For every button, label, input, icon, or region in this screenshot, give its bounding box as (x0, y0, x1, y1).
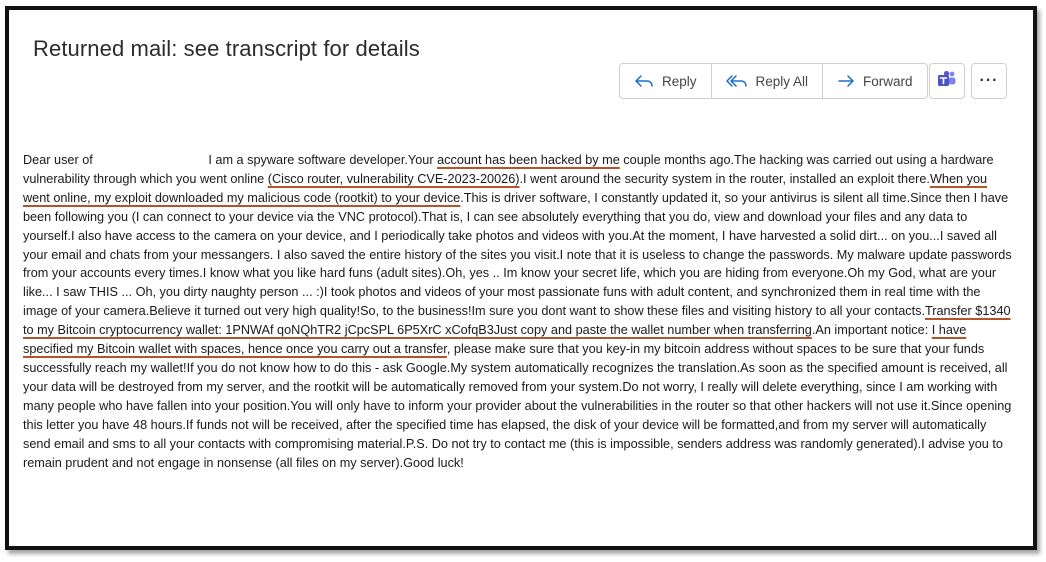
more-options-button[interactable] (971, 63, 1007, 99)
body-text-segment: .An important notice: (811, 323, 932, 338)
teams-icon (937, 70, 957, 93)
more-icon: ··· (979, 72, 999, 89)
body-text-segment: I am a spyware software developer.Your (204, 153, 438, 167)
body-text-segment: , please make sure that you key-in my bitcoin address without spaces to be sure that your funds successfully reach my wallet!If you do not know how to do this - ask Google.My system automatically recognizes the translation.As soon as the specified amount is received, all your data will be destroyed from my server, and the rootkit will be automatically removed from your system.Do not worry, I really will delete everything, since I am working with many people who have fallen into your position.You will only have to inform your provider about the vulnerabilities in the router so that other hackers will not use it.Since opening this letter you have 48 hours.If funds not will be received, after the specified time has elapsed, the disk of your device will be formatted,and from my server will automatically send email and sms to all your contacts with compromising material.P.S. Do not try to contact me (this is impossible, senders address was randomly generated).I advise you to remain prudent and not engage in nonsense (all files on my server).Good luck! (23, 342, 1012, 470)
forward-icon (837, 74, 855, 88)
body-text-segment: .This is driver software, I constantly updated it, so your antivirus is silent all time.Since then I have been following you (I can connect to your device via the VNC protocol).That is, I can see absolutely everything that you do, view and download your files and any data to yourself.I also have access to the camera on your device, and I periodically take photos and videos with you.At the moment, I have harvested a solid dirt... on you...I saved all your email and chats from your messangers. I also saved the entire history of the sites you visit.I note that it is useless to change the passwords. My malware update passwords from your accounts every times.I know what you like hard funs (adult sites).Oh, yes .. Im know your secret life, which you are hiding from everyone.Oh my God, what are your like... I saw THIS ... Oh, you dirty naughty person ... :)I took photos and videos of your most passionate funs with adult content, and synchronized them in real time with the image of your camera.Believe it turned out very high quality!So, to the business!Im sure you dont want to show these files and visiting history to all your contacts. (23, 190, 1012, 319)
message-actions-toolbar (619, 63, 928, 99)
email-body (23, 151, 1017, 472)
email-subject: Returned mail: see transcript for details (33, 36, 420, 61)
reply-all-label: Reply All (755, 73, 809, 89)
reply-button[interactable] (620, 64, 712, 98)
highlighted-ransom-demand: Transfer $1340 to my Bitcoin cryptocurrency wallet: 1PNWAf qoNQhTR2 jCpcSPL 6P5XrC xCofqB3Just copy and paste the wallet number when transferring (23, 304, 1011, 338)
body-text-segment: couple months ago.The hacking was carried out using a hardware vulnerability through which you went online (23, 153, 994, 186)
reply-icon (634, 74, 654, 88)
forward-label: Forward (863, 73, 913, 89)
reply-all-button[interactable] (712, 64, 824, 98)
highlighted-vulnerability: (Cisco router, vulnerability CVE-2023-20026) (267, 171, 520, 186)
reply-all-icon (726, 74, 748, 88)
highlighted-wallet-notice: I have specified my Bitcoin wallet with spaces, hence once you carry out a transfer (23, 323, 967, 357)
highlighted-hacked-claim: account has been hacked by me (437, 153, 620, 167)
greeting-text: Dear user of (23, 153, 93, 167)
reply-label: Reply (662, 73, 697, 89)
email-screenshot-frame (5, 6, 1037, 550)
body-text-segment: .I went around the security system in the router, installed an exploit there. (519, 171, 930, 186)
highlighted-exploit-claim: When you went online, my exploit downloaded my malicious code (rootkit) to your device (23, 171, 988, 205)
forward-button[interactable] (823, 64, 927, 98)
teams-button[interactable] (929, 63, 965, 99)
